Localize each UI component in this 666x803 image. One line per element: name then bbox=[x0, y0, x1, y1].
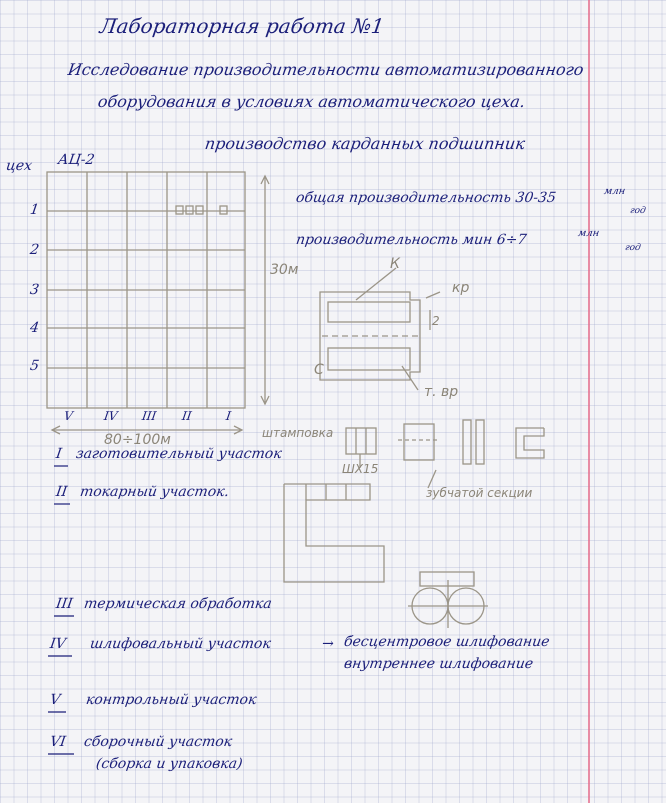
section-iii-num: III bbox=[54, 596, 74, 612]
section-vi-text: сборочный участок bbox=[82, 734, 234, 750]
section-mark-iii: III bbox=[141, 409, 158, 423]
grinding-arrow: → bbox=[320, 636, 335, 652]
page-title: Лабораторная работа №1 bbox=[98, 14, 386, 38]
section-i-num: I bbox=[54, 446, 63, 462]
general-unit-top: млн bbox=[603, 186, 627, 197]
min-performance: производительность мин 6÷7 bbox=[294, 232, 528, 248]
label-c: С bbox=[314, 362, 324, 378]
section-mark-i: I bbox=[225, 409, 232, 423]
general-performance: общая производительность 30-35 bbox=[294, 190, 557, 206]
length-dimension: 80÷100м bbox=[104, 432, 171, 448]
section-iii-text: термическая обработка bbox=[82, 596, 273, 612]
section-mark-v: V bbox=[63, 409, 74, 423]
section-v-num: V bbox=[48, 692, 62, 708]
section-vi-note: (сборка и упаковка) bbox=[94, 756, 244, 772]
label-dim: 2 bbox=[432, 314, 440, 328]
subtitle-line-2: оборудования в условиях автоматического цеха. bbox=[96, 92, 527, 111]
width-dimension: 30м bbox=[270, 262, 299, 278]
workshop-name: АЦ-2 bbox=[56, 152, 96, 168]
section-mark-iv: IV bbox=[103, 409, 119, 423]
row-label-1: 1 bbox=[28, 202, 41, 218]
label-tvr: т. вр bbox=[424, 384, 459, 400]
subtitle-line-1: Исследование производительности автоматизированного bbox=[66, 60, 585, 79]
label-k: К bbox=[390, 256, 400, 272]
section-vi-num: VI bbox=[48, 734, 67, 750]
row-label-5: 5 bbox=[28, 358, 41, 374]
label-stamping: штамповка bbox=[262, 426, 334, 440]
general-unit-bottom: год bbox=[629, 206, 647, 216]
grinding-internal: внутреннее шлифование bbox=[342, 656, 535, 672]
label-shx15: ШХ15 bbox=[342, 462, 379, 476]
production-type: производство карданных подшипник bbox=[203, 134, 527, 153]
grinding-centerless: бесцентровое шлифование bbox=[342, 634, 551, 650]
section-iv-text: шлифовальный участок bbox=[88, 636, 272, 652]
min-unit-bottom: год bbox=[624, 243, 642, 253]
workshop-label: цех bbox=[4, 158, 34, 174]
label-kr: кр bbox=[452, 280, 470, 296]
section-v-text: контрольный участок bbox=[84, 692, 258, 708]
row-label-2: 2 bbox=[28, 242, 41, 258]
section-iv-num: IV bbox=[48, 636, 67, 652]
row-label-4: 4 bbox=[28, 320, 41, 336]
section-i-text: заготовительный участок bbox=[74, 446, 283, 462]
row-label-3: 3 bbox=[28, 282, 41, 298]
label-gear: зубчатой секции bbox=[426, 486, 533, 500]
section-ii-num: II bbox=[54, 484, 69, 500]
section-mark-ii: II bbox=[181, 409, 193, 423]
section-ii-text: токарный участок. bbox=[78, 484, 231, 500]
min-unit-top: млн bbox=[577, 228, 601, 239]
